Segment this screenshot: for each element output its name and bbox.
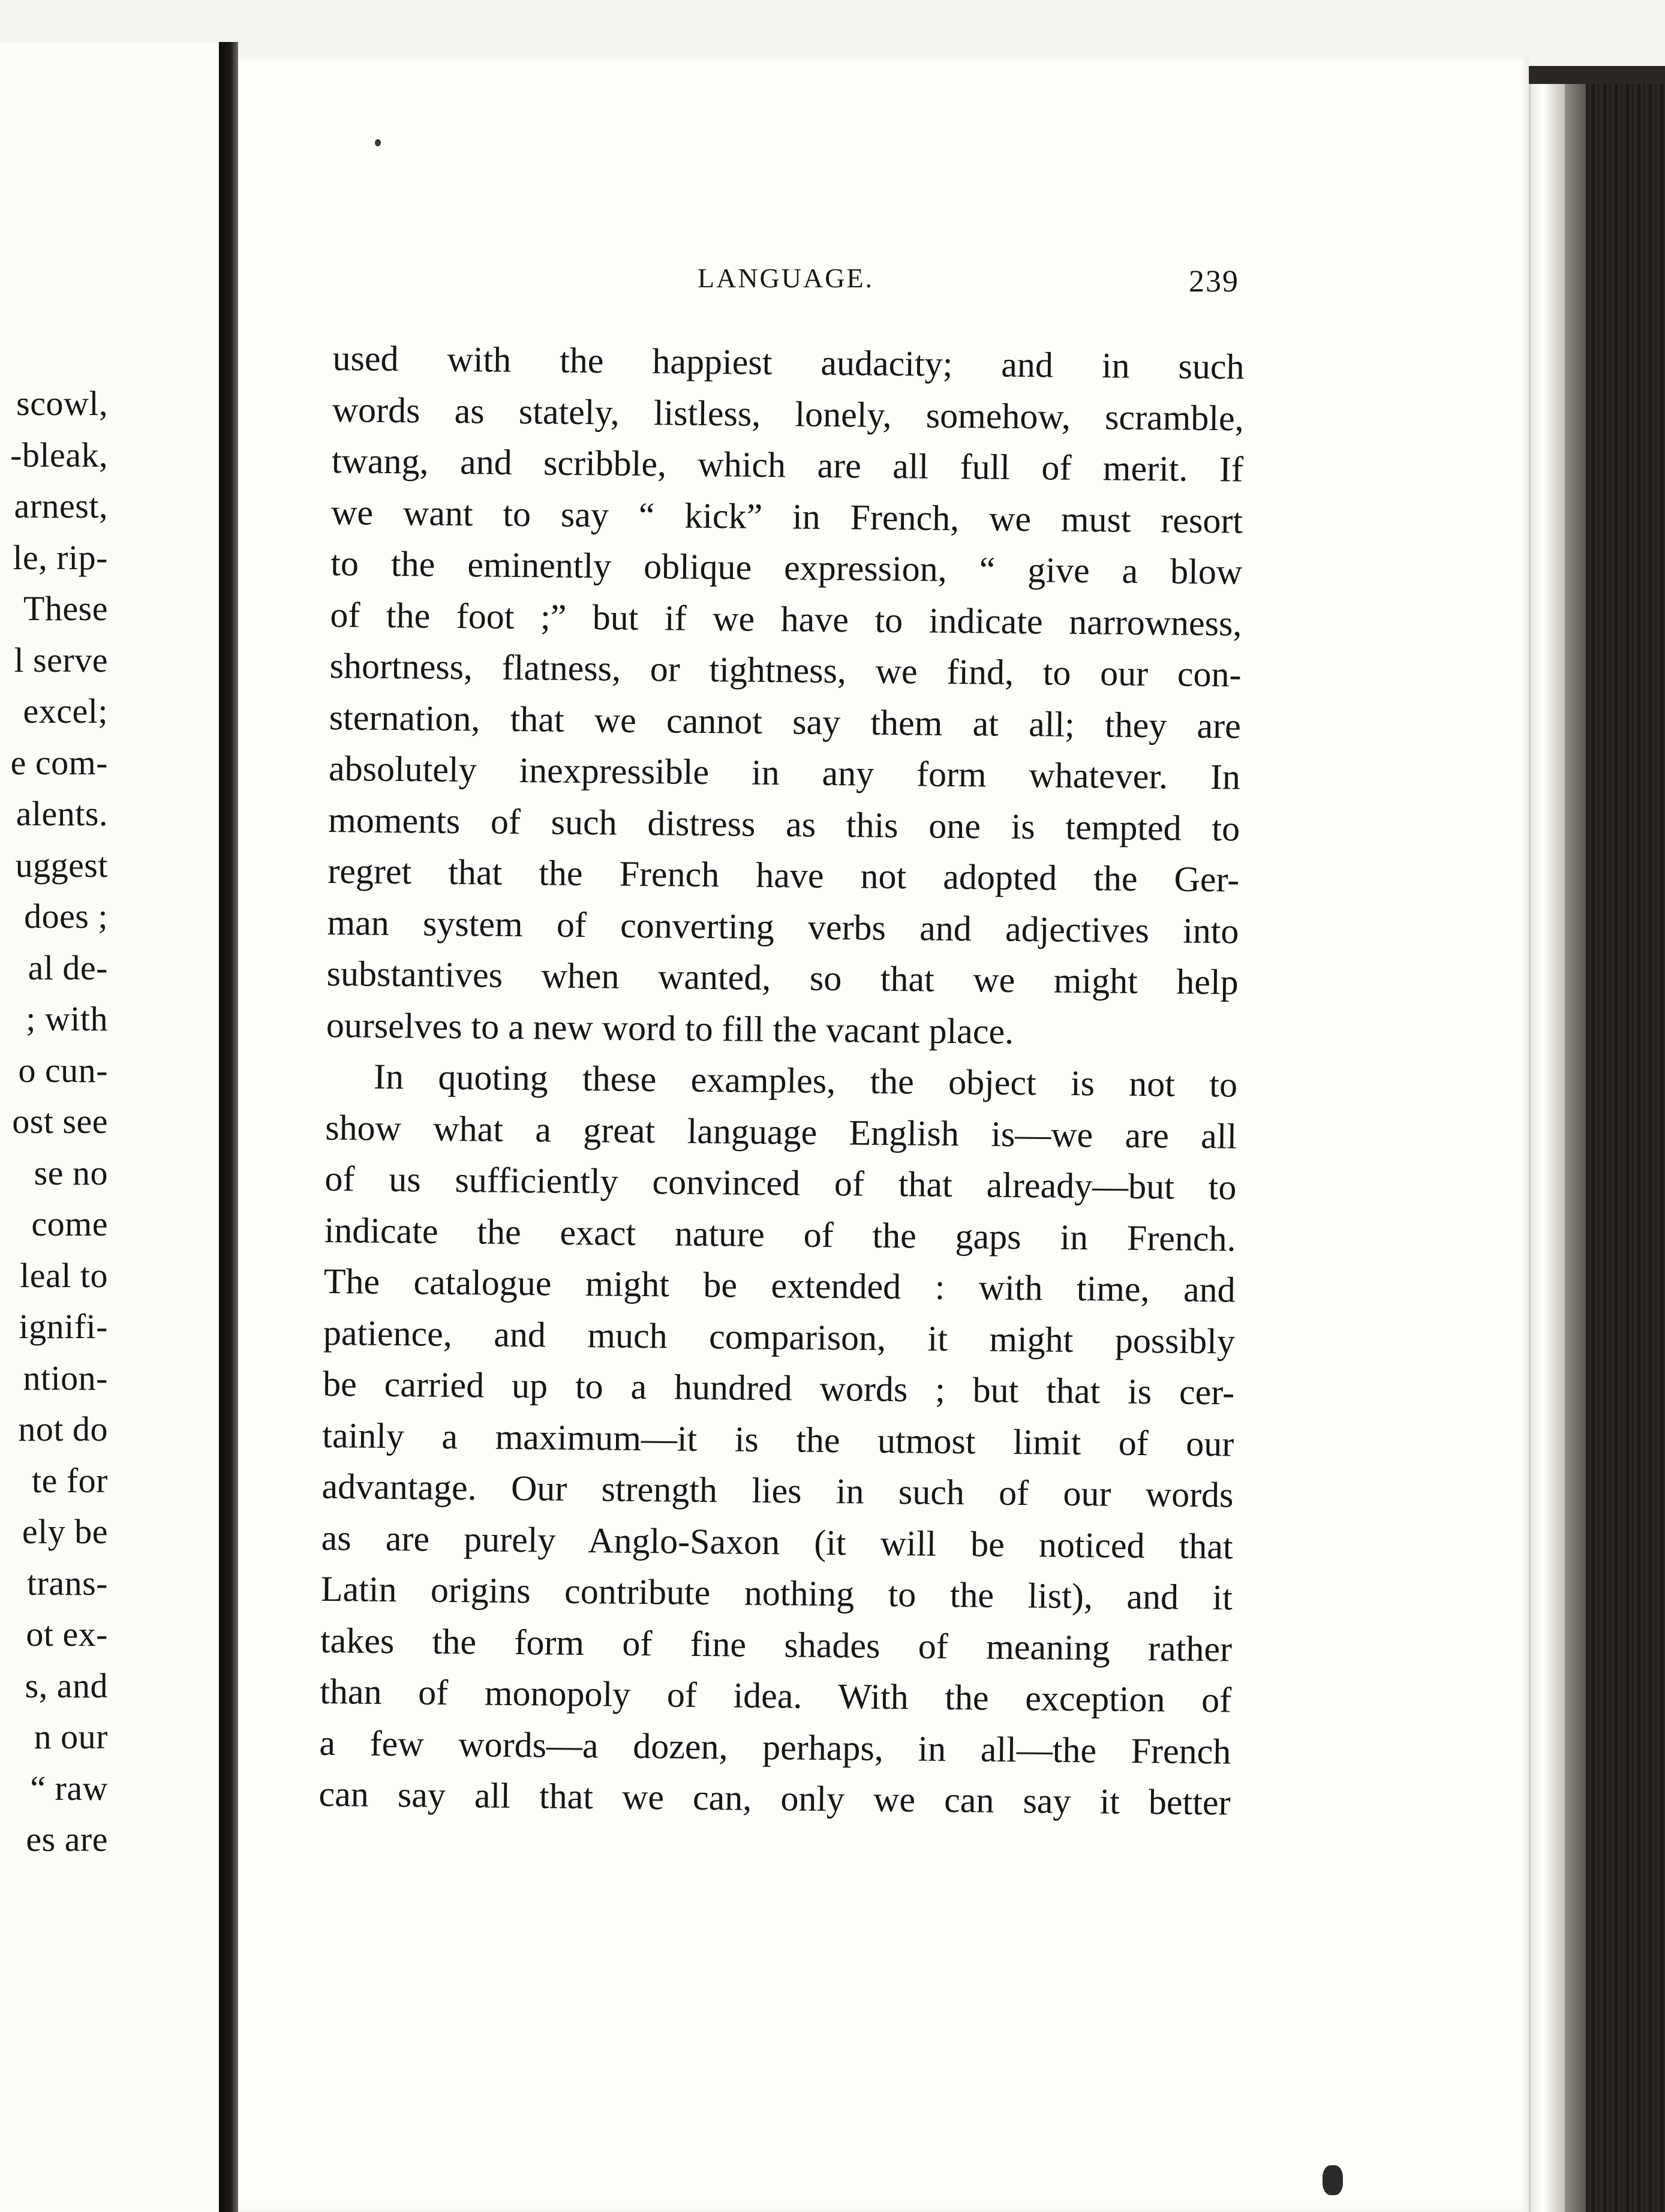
left-page-line: uggest xyxy=(15,845,108,885)
left-page-line: excel; xyxy=(23,692,108,731)
left-page-line: trans- xyxy=(26,1563,108,1603)
text-line: patience, and much comparison, it might possibly xyxy=(323,1312,1236,1362)
left-page-line: te for xyxy=(32,1460,108,1500)
text-line: shortness, flatness, or tightness, we find, to our con- xyxy=(329,645,1242,695)
text-line: In quoting these examples, the object is not to xyxy=(373,1056,1238,1105)
left-page-line: ; with xyxy=(26,999,108,1038)
left-page-line: ost see xyxy=(12,1102,108,1141)
left-page-line: scowl, xyxy=(16,384,108,423)
text-line: used with the happiest audacity; and in such xyxy=(332,338,1245,387)
left-page xyxy=(0,42,219,2212)
left-page-line: ignifi- xyxy=(19,1307,108,1346)
left-page-line: n our xyxy=(34,1717,108,1756)
text-line: a few words—a dozen, perhaps, in all—the French xyxy=(319,1723,1231,1771)
left-page-line: does ; xyxy=(24,897,108,936)
body-text xyxy=(318,333,1245,1829)
text-line: moments of such distress as this one is tempted to xyxy=(327,800,1240,849)
left-page-line: “ raw xyxy=(30,1768,108,1808)
text-line: of the foot ;” but if we have to indicate narrowness, xyxy=(330,594,1242,644)
left-page-line: ntion- xyxy=(23,1358,108,1397)
left-page-line: leal to xyxy=(20,1255,108,1295)
text-line: words as stately, listless, lonely, somehow, scramble, xyxy=(332,389,1245,438)
left-page-line: le, rip- xyxy=(13,537,108,577)
text-line: sternation, that we cannot say them at all; they are xyxy=(329,697,1242,746)
left-page-line: These xyxy=(23,589,108,628)
dust-speck xyxy=(1323,2165,1343,2195)
left-page-line: -bleak, xyxy=(10,435,108,474)
text-line: of us sufficiently convinced of that already—but to xyxy=(324,1158,1237,1207)
running-head: LANGUAGE. xyxy=(698,263,874,293)
left-page-line: not do xyxy=(18,1409,108,1448)
text-line: be carried up to a hundred words ; but that is cer- xyxy=(322,1363,1235,1412)
left-page-line: l serve xyxy=(14,640,108,680)
book-gutter xyxy=(219,42,238,2212)
left-page-line: arnest, xyxy=(14,486,108,525)
left-page-line: s, and xyxy=(25,1666,108,1705)
text-line: Latin origins contribute nothing to the list), and it xyxy=(320,1568,1233,1618)
left-page-clip xyxy=(0,42,219,2212)
scan-top-margin xyxy=(0,0,1665,66)
text-line: show what a great language English is—we are all xyxy=(324,1107,1237,1156)
text-line: takes the form of fine shades of meaning rather xyxy=(320,1620,1233,1669)
text-line: we want to say “ kick” in French, we must resort xyxy=(330,492,1243,541)
book-cover xyxy=(1586,84,1665,2212)
text-line: advantage. Our strength lies in such of our words xyxy=(321,1466,1234,1515)
left-page-line: al de- xyxy=(28,948,108,987)
left-page-line: es are xyxy=(26,1820,108,1859)
left-page-line: alents. xyxy=(16,794,108,833)
text-line: indicate the exact nature of the gaps in French. xyxy=(324,1210,1236,1259)
left-page-line: come xyxy=(31,1204,108,1243)
text-line: than of monopoly of idea. With the exception of xyxy=(319,1671,1232,1720)
text-line: man system of converting verbs and adjectives into xyxy=(327,902,1239,951)
left-page-line: se no xyxy=(34,1153,108,1192)
text-line: to the eminently oblique expression, “ give a blow xyxy=(330,543,1243,592)
page-edges xyxy=(1529,84,1567,2212)
text-line: The catalogue might be extended : with time, and xyxy=(323,1261,1236,1310)
left-page-line: o cun- xyxy=(18,1050,108,1090)
text-line: as are purely Anglo-Saxon (it will be noticed that xyxy=(321,1517,1233,1566)
text-line: twang, and scribble, which are all full of merit. If xyxy=(331,440,1244,489)
left-page-text xyxy=(10,378,108,1865)
text-line: regret that the French have not adopted the Ger- xyxy=(327,850,1240,900)
left-page-line: ely be xyxy=(22,1512,108,1551)
left-page-line: e com- xyxy=(10,743,108,782)
page-number: 239 xyxy=(1189,265,1239,299)
text-line: can say all that we can, only we can say it better xyxy=(318,1774,1231,1823)
text-line: absolutely inexpressible in any form whatever. In xyxy=(328,748,1241,797)
page-edges-shadow xyxy=(1565,84,1586,2212)
dust-speck xyxy=(375,139,381,146)
text-line: ourselves to a new word to fill the vacant place. xyxy=(326,1005,1014,1051)
text-line: substantives when wanted, so that we might help xyxy=(326,953,1239,1002)
left-page-line: ot ex- xyxy=(26,1615,108,1654)
text-line: tainly a maximum—it is the utmost limit of our xyxy=(322,1415,1234,1464)
